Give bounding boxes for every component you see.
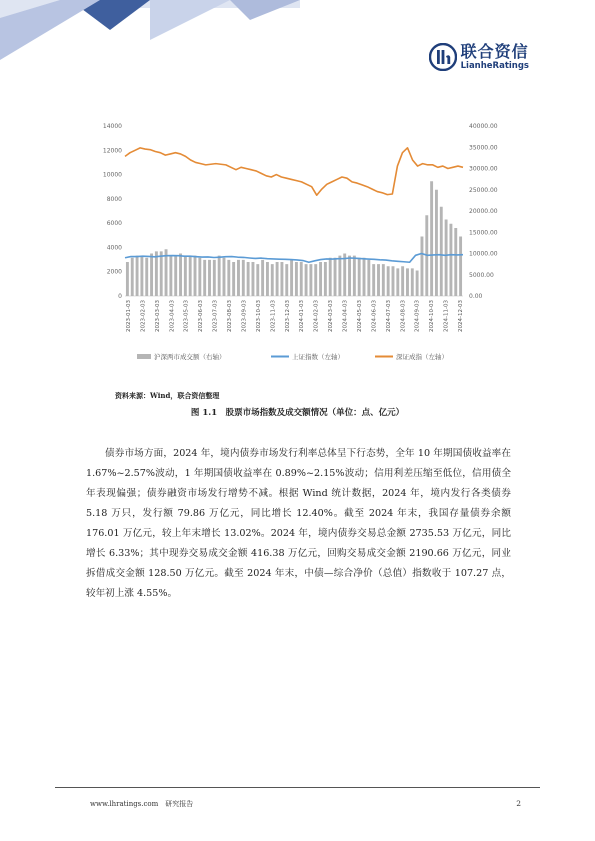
turnover-bar xyxy=(266,262,269,296)
source-note: 资料来源：Wind，联合资信整理 xyxy=(115,391,220,400)
x-axis-tick-label: 2023-09-03 xyxy=(241,300,248,332)
page-number: 2 xyxy=(516,799,521,808)
x-axis-tick-label: 2024-04-03 xyxy=(342,300,349,332)
turnover-bar xyxy=(387,266,390,296)
x-axis-tick-label: 2024-03-03 xyxy=(328,300,335,332)
turnover-bar xyxy=(449,224,452,296)
turnover-bar xyxy=(126,262,129,296)
legend-label: 深证成指（左轴） xyxy=(396,353,448,361)
turnover-bar xyxy=(131,258,134,296)
turnover-bar xyxy=(363,258,366,296)
x-axis-tick-label: 2023-01-03 xyxy=(126,300,132,332)
turnover-bar xyxy=(324,262,327,296)
x-axis-tick-label: 2024-05-03 xyxy=(356,300,363,332)
turnover-bar xyxy=(382,264,385,296)
footer-divider xyxy=(55,787,540,788)
x-axis-tick-label: 2024-02-03 xyxy=(313,300,320,332)
turnover-bar xyxy=(198,258,201,296)
x-axis-tick-label: 2024-10-03 xyxy=(429,300,436,332)
szse-component-line xyxy=(125,148,463,195)
x-axis-tick-label: 2023-08-03 xyxy=(227,300,234,332)
turnover-bar xyxy=(430,181,433,296)
turnover-bar xyxy=(237,260,240,296)
turnover-bar xyxy=(305,264,308,296)
right-axis-tick-label: 15000.00 xyxy=(469,229,498,237)
figure-caption: 图 1.1 股票市场指数及成交额情况（单位：点、亿元） xyxy=(190,408,405,418)
x-axis-tick-label: 2023-12-03 xyxy=(284,300,291,332)
turnover-bar xyxy=(290,260,293,296)
turnover-bar xyxy=(459,237,462,297)
left-axis-tick-label: 2000 xyxy=(106,268,122,276)
turnover-bar xyxy=(411,268,414,296)
turnover-bar xyxy=(179,254,182,297)
footer-site: www.lhratings.com 研究报告 xyxy=(90,800,194,808)
x-axis-tick-label: 2024-06-03 xyxy=(371,300,378,332)
turnover-bar xyxy=(440,207,443,296)
x-axis-tick-label: 2024-09-03 xyxy=(414,300,421,332)
turnover-bar xyxy=(194,256,197,296)
turnover-bar xyxy=(445,220,448,297)
turnover-bar xyxy=(295,262,298,296)
x-axis-tick-label: 2023-06-03 xyxy=(198,300,205,332)
left-axis-tick-label: 8000 xyxy=(106,195,122,203)
logo-english-name: LianheRatings xyxy=(460,60,529,71)
turnover-bar xyxy=(247,262,250,296)
right-axis-tick-label: 25000.00 xyxy=(469,186,498,194)
turnover-bar xyxy=(377,264,380,296)
x-axis-tick-label: 2024-08-03 xyxy=(400,300,407,332)
turnover-bar xyxy=(367,260,370,296)
x-axis-tick-label: 2024-01-03 xyxy=(299,300,306,332)
turnover-bar xyxy=(174,256,177,296)
turnover-bar xyxy=(454,228,457,296)
turnover-bar xyxy=(140,256,143,296)
turnover-bar xyxy=(218,256,221,296)
right-axis-tick-label: 0.00 xyxy=(469,293,483,300)
turnover-bar xyxy=(421,237,424,297)
turnover-bar xyxy=(353,256,356,296)
turnover-bar xyxy=(334,258,337,296)
turnover-bar xyxy=(276,262,279,296)
turnover-bar xyxy=(348,256,351,296)
x-axis-tick-label: 2023-07-03 xyxy=(212,300,219,332)
turnover-bar xyxy=(256,264,259,296)
turnover-bar xyxy=(184,256,187,296)
turnover-bar xyxy=(343,254,346,297)
turnover-bar xyxy=(396,268,399,296)
right-axis-tick-label: 35000.00 xyxy=(469,144,498,152)
stock-market-chart xyxy=(85,112,525,374)
legend-label: 沪深两市成交额（右轴） xyxy=(154,353,226,361)
turnover-bar xyxy=(213,260,216,296)
turnover-bar xyxy=(338,256,341,296)
x-axis-tick-label: 2024-07-03 xyxy=(385,300,392,332)
turnover-bar xyxy=(329,258,332,296)
turnover-bar xyxy=(145,258,148,296)
turnover-bar xyxy=(309,264,312,296)
x-axis-tick-label: 2023-04-03 xyxy=(169,300,176,332)
turnover-bar xyxy=(223,258,226,296)
x-axis-tick-label: 2024-11-03 xyxy=(443,300,450,332)
turnover-bar xyxy=(169,256,172,296)
left-axis-tick-label: 4000 xyxy=(106,244,122,252)
left-axis-tick-label: 10000 xyxy=(102,171,122,179)
legend-swatch-bar xyxy=(137,354,151,359)
left-axis-tick-label: 6000 xyxy=(106,220,122,228)
turnover-bar xyxy=(160,251,163,296)
right-axis-tick-label: 40000.00 xyxy=(469,123,498,130)
left-axis-tick-label: 14000 xyxy=(102,123,122,130)
header-decoration xyxy=(0,0,300,70)
left-axis-tick-label: 12000 xyxy=(102,147,122,155)
x-axis-tick-label: 2023-11-03 xyxy=(270,300,277,332)
turnover-bar xyxy=(227,260,230,296)
turnover-bar xyxy=(261,260,264,296)
turnover-bar xyxy=(406,268,409,296)
turnover-bar xyxy=(392,266,395,296)
turnover-bar xyxy=(435,190,438,296)
turnover-bar xyxy=(242,260,245,296)
body-paragraph: 债券市场方面，2024 年，境内债券市场发行利率总体呈下行态势，全年 10 年期国债收益率在 1.67%~2.57%波动，1 年期国债收益率在 0.89%~2.15%波动；信用利差压缩至低位，信用债全年表现偏强；债券融资市场发行增势不减。根据 Wind 统计数据，2024 年，境内发行各类债券 5.18 万只，发行额 79.86 万亿元，同比增长 12.40%。截至 2024 年末，我国存量债券余额 176.01 万亿元，较上年末增长 13.02%。2024 年，境内债券交易总金额 2735.53 万亿元，同比增长 6.33%；其中现券交易成交金额 416.38 万亿元，回购交易成交金额 2190.66 万亿元，同业拆借成交金额 128.50 万亿元。截至 2024 年末，中债—综合净价（总值）指数收于 107.27 点，较年初上涨 4.55%。 xyxy=(86,448,511,599)
lianhe-logo-icon xyxy=(429,43,457,71)
turnover-bar xyxy=(401,266,404,296)
turnover-bar xyxy=(189,256,192,296)
turnover-bar xyxy=(319,262,322,296)
right-axis-tick-label: 10000.00 xyxy=(469,250,498,258)
turnover-bar xyxy=(208,260,211,296)
logo-chinese-name: 联合资信 xyxy=(460,41,529,61)
turnover-bar xyxy=(203,260,206,296)
right-axis-tick-label: 20000.00 xyxy=(469,208,498,215)
x-axis-tick-label: 2023-10-03 xyxy=(255,300,262,332)
company-logo xyxy=(429,43,529,71)
turnover-bar xyxy=(271,264,274,296)
turnover-bar xyxy=(280,262,283,296)
x-axis-tick-label: 2023-02-03 xyxy=(140,300,147,332)
chart-svg xyxy=(85,112,525,374)
x-axis-tick-label: 2023-03-03 xyxy=(154,300,161,332)
turnover-bar xyxy=(372,264,375,296)
turnover-bar xyxy=(285,264,288,296)
legend-label: 上证指数（左轴） xyxy=(292,353,344,361)
turnover-bar xyxy=(155,251,158,296)
turnover-bar xyxy=(232,262,235,296)
turnover-bar xyxy=(150,254,153,297)
x-axis-tick-label: 2023-05-03 xyxy=(183,300,190,332)
turnover-bar xyxy=(358,258,361,296)
left-axis-tick-label: 0 xyxy=(118,293,122,300)
turnover-bar xyxy=(252,262,255,296)
turnover-bar xyxy=(314,264,317,296)
right-axis-tick-label: 30000.00 xyxy=(469,165,498,173)
turnover-bar xyxy=(416,271,419,297)
x-axis-tick-label: 2024-12-03 xyxy=(458,300,464,332)
turnover-bar xyxy=(300,262,303,296)
right-axis-tick-label: 5000.00 xyxy=(469,271,494,279)
turnover-bar xyxy=(136,256,139,296)
